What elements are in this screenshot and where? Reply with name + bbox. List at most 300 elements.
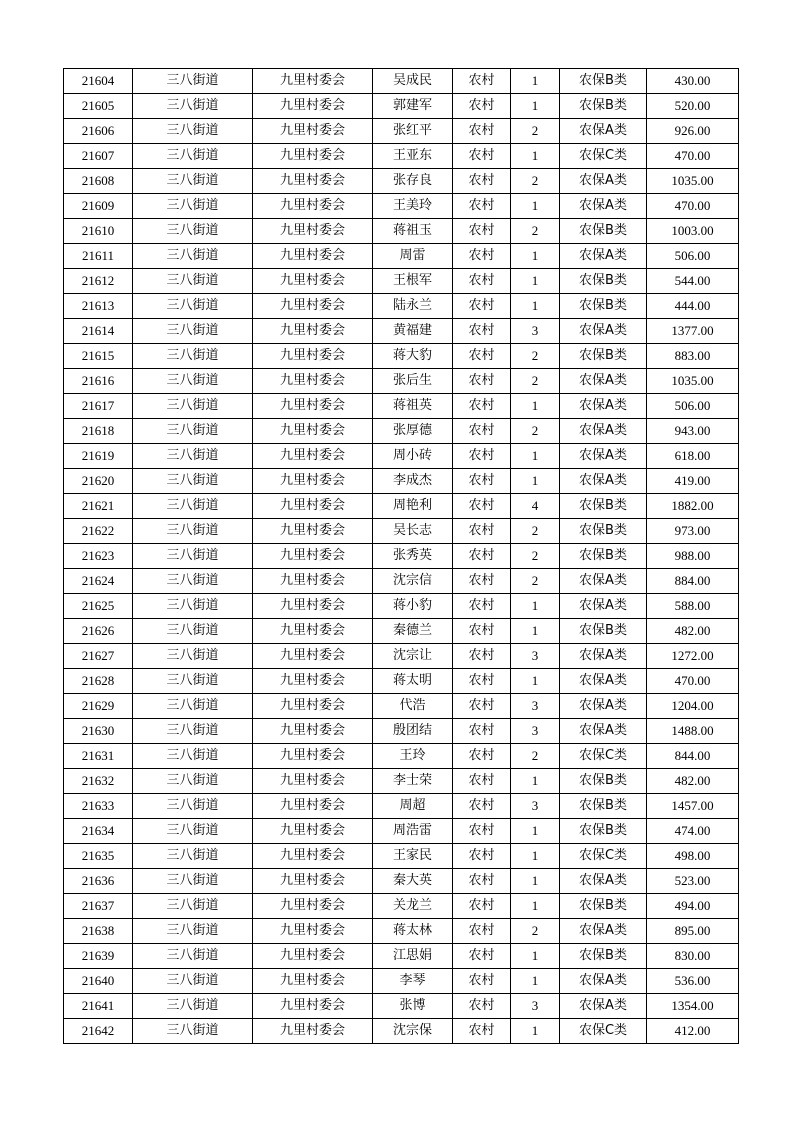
cell-id: 21611 <box>64 244 133 269</box>
cell-id: 21628 <box>64 669 133 694</box>
table-row <box>64 719 739 744</box>
cell-amount: 883.00 <box>647 344 739 369</box>
cell-name: 关龙兰 <box>373 894 453 919</box>
cell-street: 三八街道 <box>133 269 253 294</box>
cell-street: 三八街道 <box>133 994 253 1019</box>
cell-street: 三八街道 <box>133 619 253 644</box>
cell-village: 九里村委会 <box>253 669 373 694</box>
cell-street: 三八街道 <box>133 219 253 244</box>
cell-category: 农保A类 <box>560 444 647 469</box>
cell-type: 农村 <box>453 394 511 419</box>
cell-count: 1 <box>511 194 560 219</box>
table-row <box>64 669 739 694</box>
cell-id: 21631 <box>64 744 133 769</box>
table-row <box>64 494 739 519</box>
cell-id: 21619 <box>64 444 133 469</box>
cell-count: 1 <box>511 269 560 294</box>
cell-type: 农村 <box>453 169 511 194</box>
cell-name: 秦德兰 <box>373 619 453 644</box>
cell-village: 九里村委会 <box>253 419 373 444</box>
cell-type: 农村 <box>453 694 511 719</box>
cell-id: 21642 <box>64 1019 133 1044</box>
cell-street: 三八街道 <box>133 744 253 769</box>
cell-count: 1 <box>511 894 560 919</box>
table-row <box>64 194 739 219</box>
cell-village: 九里村委会 <box>253 494 373 519</box>
cell-type: 农村 <box>453 569 511 594</box>
cell-name: 吴成民 <box>373 69 453 94</box>
cell-id: 21608 <box>64 169 133 194</box>
cell-street: 三八街道 <box>133 194 253 219</box>
cell-amount: 536.00 <box>647 969 739 994</box>
cell-amount: 1377.00 <box>647 319 739 344</box>
cell-village: 九里村委会 <box>253 869 373 894</box>
cell-type: 农村 <box>453 94 511 119</box>
cell-village: 九里村委会 <box>253 194 373 219</box>
cell-count: 1 <box>511 444 560 469</box>
table-row <box>64 744 739 769</box>
cell-name: 吴长志 <box>373 519 453 544</box>
cell-type: 农村 <box>453 469 511 494</box>
cell-category: 农保C类 <box>560 844 647 869</box>
cell-street: 三八街道 <box>133 94 253 119</box>
cell-street: 三八街道 <box>133 369 253 394</box>
cell-type: 农村 <box>453 294 511 319</box>
beneficiary-table <box>63 68 739 1044</box>
cell-village: 九里村委会 <box>253 994 373 1019</box>
table-row <box>64 169 739 194</box>
cell-amount: 506.00 <box>647 394 739 419</box>
cell-category: 农保B类 <box>560 819 647 844</box>
cell-village: 九里村委会 <box>253 119 373 144</box>
cell-id: 21618 <box>64 419 133 444</box>
cell-street: 三八街道 <box>133 844 253 869</box>
cell-category: 农保C类 <box>560 144 647 169</box>
cell-street: 三八街道 <box>133 169 253 194</box>
cell-count: 3 <box>511 319 560 344</box>
cell-id: 21621 <box>64 494 133 519</box>
cell-category: 农保A类 <box>560 119 647 144</box>
cell-street: 三八街道 <box>133 119 253 144</box>
cell-name: 李成杰 <box>373 469 453 494</box>
cell-village: 九里村委会 <box>253 344 373 369</box>
cell-name: 张厚德 <box>373 419 453 444</box>
cell-count: 4 <box>511 494 560 519</box>
cell-id: 21609 <box>64 194 133 219</box>
cell-street: 三八街道 <box>133 519 253 544</box>
cell-name: 秦大英 <box>373 869 453 894</box>
cell-amount: 884.00 <box>647 569 739 594</box>
cell-amount: 1035.00 <box>647 169 739 194</box>
cell-street: 三八街道 <box>133 669 253 694</box>
cell-street: 三八街道 <box>133 569 253 594</box>
cell-category: 农保A类 <box>560 419 647 444</box>
cell-amount: 520.00 <box>647 94 739 119</box>
cell-amount: 470.00 <box>647 194 739 219</box>
cell-village: 九里村委会 <box>253 619 373 644</box>
cell-type: 农村 <box>453 869 511 894</box>
cell-name: 张存良 <box>373 169 453 194</box>
cell-category: 农保B类 <box>560 269 647 294</box>
cell-count: 1 <box>511 819 560 844</box>
cell-amount: 419.00 <box>647 469 739 494</box>
cell-type: 农村 <box>453 619 511 644</box>
cell-count: 2 <box>511 569 560 594</box>
cell-amount: 412.00 <box>647 1019 739 1044</box>
cell-category: 农保A类 <box>560 319 647 344</box>
table-row <box>64 219 739 244</box>
cell-category: 农保B类 <box>560 294 647 319</box>
cell-amount: 470.00 <box>647 669 739 694</box>
cell-village: 九里村委会 <box>253 144 373 169</box>
cell-name: 周浩雷 <box>373 819 453 844</box>
cell-amount: 444.00 <box>647 294 739 319</box>
cell-name: 陆永兰 <box>373 294 453 319</box>
table-row <box>64 1019 739 1044</box>
cell-street: 三八街道 <box>133 969 253 994</box>
cell-count: 1 <box>511 144 560 169</box>
cell-category: 农保B类 <box>560 894 647 919</box>
cell-name: 沈宗信 <box>373 569 453 594</box>
cell-village: 九里村委会 <box>253 294 373 319</box>
cell-count: 3 <box>511 994 560 1019</box>
cell-category: 农保C类 <box>560 1019 647 1044</box>
cell-category: 农保A类 <box>560 569 647 594</box>
cell-type: 农村 <box>453 644 511 669</box>
cell-name: 沈宗保 <box>373 1019 453 1044</box>
cell-id: 21624 <box>64 569 133 594</box>
cell-street: 三八街道 <box>133 1019 253 1044</box>
cell-name: 张红平 <box>373 119 453 144</box>
cell-id: 21604 <box>64 69 133 94</box>
cell-count: 2 <box>511 169 560 194</box>
cell-category: 农保B类 <box>560 944 647 969</box>
cell-amount: 926.00 <box>647 119 739 144</box>
cell-name: 周雷 <box>373 244 453 269</box>
table-row <box>64 444 739 469</box>
cell-type: 农村 <box>453 69 511 94</box>
cell-street: 三八街道 <box>133 919 253 944</box>
cell-count: 1 <box>511 969 560 994</box>
cell-category: 农保A类 <box>560 669 647 694</box>
cell-village: 九里村委会 <box>253 319 373 344</box>
cell-amount: 830.00 <box>647 944 739 969</box>
cell-category: 农保A类 <box>560 194 647 219</box>
cell-village: 九里村委会 <box>253 369 373 394</box>
cell-id: 21623 <box>64 544 133 569</box>
cell-village: 九里村委会 <box>253 94 373 119</box>
cell-category: 农保A类 <box>560 394 647 419</box>
cell-name: 沈宗让 <box>373 644 453 669</box>
table-row <box>64 544 739 569</box>
cell-name: 王玲 <box>373 744 453 769</box>
table-row <box>64 319 739 344</box>
cell-name: 黄福建 <box>373 319 453 344</box>
cell-type: 农村 <box>453 944 511 969</box>
cell-village: 九里村委会 <box>253 519 373 544</box>
cell-name: 王亚东 <box>373 144 453 169</box>
cell-village: 九里村委会 <box>253 719 373 744</box>
cell-category: 农保C类 <box>560 744 647 769</box>
cell-street: 三八街道 <box>133 769 253 794</box>
cell-type: 农村 <box>453 369 511 394</box>
cell-village: 九里村委会 <box>253 544 373 569</box>
cell-id: 21626 <box>64 619 133 644</box>
cell-category: 农保B类 <box>560 544 647 569</box>
cell-type: 农村 <box>453 669 511 694</box>
table-row <box>64 594 739 619</box>
cell-type: 农村 <box>453 594 511 619</box>
cell-type: 农村 <box>453 794 511 819</box>
cell-village: 九里村委会 <box>253 769 373 794</box>
cell-name: 周超 <box>373 794 453 819</box>
cell-category: 农保B类 <box>560 344 647 369</box>
cell-type: 农村 <box>453 969 511 994</box>
cell-name: 张博 <box>373 994 453 1019</box>
cell-street: 三八街道 <box>133 144 253 169</box>
cell-count: 3 <box>511 719 560 744</box>
cell-category: 农保A类 <box>560 644 647 669</box>
cell-id: 21638 <box>64 919 133 944</box>
cell-name: 张秀英 <box>373 544 453 569</box>
cell-street: 三八街道 <box>133 794 253 819</box>
cell-name: 蒋祖英 <box>373 394 453 419</box>
cell-id: 21606 <box>64 119 133 144</box>
cell-street: 三八街道 <box>133 344 253 369</box>
cell-category: 农保B类 <box>560 219 647 244</box>
cell-type: 农村 <box>453 319 511 344</box>
cell-type: 农村 <box>453 519 511 544</box>
cell-id: 21612 <box>64 269 133 294</box>
cell-village: 九里村委会 <box>253 644 373 669</box>
cell-count: 2 <box>511 744 560 769</box>
table-row <box>64 419 739 444</box>
cell-id: 21617 <box>64 394 133 419</box>
cell-street: 三八街道 <box>133 894 253 919</box>
cell-village: 九里村委会 <box>253 844 373 869</box>
cell-street: 三八街道 <box>133 394 253 419</box>
cell-type: 农村 <box>453 444 511 469</box>
cell-village: 九里村委会 <box>253 69 373 94</box>
cell-street: 三八街道 <box>133 69 253 94</box>
cell-village: 九里村委会 <box>253 244 373 269</box>
cell-category: 农保B类 <box>560 619 647 644</box>
cell-amount: 844.00 <box>647 744 739 769</box>
cell-type: 农村 <box>453 344 511 369</box>
cell-amount: 1457.00 <box>647 794 739 819</box>
table-row <box>64 919 739 944</box>
cell-village: 九里村委会 <box>253 269 373 294</box>
cell-id: 21615 <box>64 344 133 369</box>
cell-amount: 1882.00 <box>647 494 739 519</box>
cell-street: 三八街道 <box>133 494 253 519</box>
cell-count: 1 <box>511 594 560 619</box>
cell-category: 农保B类 <box>560 69 647 94</box>
cell-category: 农保B类 <box>560 794 647 819</box>
cell-amount: 430.00 <box>647 69 739 94</box>
cell-type: 农村 <box>453 1019 511 1044</box>
cell-street: 三八街道 <box>133 544 253 569</box>
cell-amount: 498.00 <box>647 844 739 869</box>
cell-name: 蒋太明 <box>373 669 453 694</box>
table-row <box>64 894 739 919</box>
cell-category: 农保A类 <box>560 919 647 944</box>
cell-category: 农保A类 <box>560 719 647 744</box>
cell-type: 农村 <box>453 144 511 169</box>
cell-amount: 1354.00 <box>647 994 739 1019</box>
cell-type: 农村 <box>453 819 511 844</box>
cell-id: 21639 <box>64 944 133 969</box>
cell-village: 九里村委会 <box>253 219 373 244</box>
cell-count: 2 <box>511 519 560 544</box>
cell-type: 农村 <box>453 244 511 269</box>
cell-village: 九里村委会 <box>253 794 373 819</box>
cell-amount: 895.00 <box>647 919 739 944</box>
cell-count: 2 <box>511 369 560 394</box>
cell-name: 王美玲 <box>373 194 453 219</box>
table-row <box>64 344 739 369</box>
cell-street: 三八街道 <box>133 719 253 744</box>
cell-name: 周艳利 <box>373 494 453 519</box>
cell-id: 21620 <box>64 469 133 494</box>
cell-type: 农村 <box>453 219 511 244</box>
cell-id: 21627 <box>64 644 133 669</box>
cell-count: 1 <box>511 244 560 269</box>
cell-category: 农保A类 <box>560 594 647 619</box>
cell-id: 21633 <box>64 794 133 819</box>
cell-name: 李琴 <box>373 969 453 994</box>
cell-amount: 973.00 <box>647 519 739 544</box>
cell-village: 九里村委会 <box>253 1019 373 1044</box>
cell-street: 三八街道 <box>133 869 253 894</box>
cell-count: 1 <box>511 769 560 794</box>
cell-category: 农保A类 <box>560 244 647 269</box>
cell-name: 蒋太林 <box>373 919 453 944</box>
cell-amount: 1035.00 <box>647 369 739 394</box>
cell-village: 九里村委会 <box>253 969 373 994</box>
cell-id: 21622 <box>64 519 133 544</box>
cell-name: 李士荣 <box>373 769 453 794</box>
cell-amount: 482.00 <box>647 619 739 644</box>
cell-count: 1 <box>511 944 560 969</box>
cell-count: 1 <box>511 1019 560 1044</box>
cell-village: 九里村委会 <box>253 394 373 419</box>
cell-count: 2 <box>511 919 560 944</box>
cell-street: 三八街道 <box>133 444 253 469</box>
cell-name: 江思娟 <box>373 944 453 969</box>
cell-count: 1 <box>511 869 560 894</box>
cell-category: 农保A类 <box>560 369 647 394</box>
table-row <box>64 844 739 869</box>
cell-amount: 988.00 <box>647 544 739 569</box>
table-row <box>64 519 739 544</box>
cell-amount: 1272.00 <box>647 644 739 669</box>
cell-village: 九里村委会 <box>253 569 373 594</box>
cell-village: 九里村委会 <box>253 744 373 769</box>
cell-type: 农村 <box>453 119 511 144</box>
cell-category: 农保B类 <box>560 769 647 794</box>
cell-village: 九里村委会 <box>253 169 373 194</box>
cell-amount: 1204.00 <box>647 694 739 719</box>
cell-amount: 618.00 <box>647 444 739 469</box>
cell-count: 1 <box>511 669 560 694</box>
cell-count: 3 <box>511 794 560 819</box>
cell-amount: 470.00 <box>647 144 739 169</box>
cell-village: 九里村委会 <box>253 444 373 469</box>
table-row <box>64 144 739 169</box>
table-row <box>64 644 739 669</box>
table-row <box>64 869 739 894</box>
cell-street: 三八街道 <box>133 319 253 344</box>
table-row <box>64 269 739 294</box>
cell-village: 九里村委会 <box>253 944 373 969</box>
cell-count: 1 <box>511 69 560 94</box>
cell-category: 农保A类 <box>560 469 647 494</box>
cell-amount: 1003.00 <box>647 219 739 244</box>
cell-type: 农村 <box>453 544 511 569</box>
cell-id: 21614 <box>64 319 133 344</box>
cell-id: 21629 <box>64 694 133 719</box>
cell-street: 三八街道 <box>133 594 253 619</box>
cell-count: 1 <box>511 94 560 119</box>
cell-id: 21605 <box>64 94 133 119</box>
cell-village: 九里村委会 <box>253 894 373 919</box>
cell-amount: 523.00 <box>647 869 739 894</box>
cell-name: 代浩 <box>373 694 453 719</box>
cell-street: 三八街道 <box>133 469 253 494</box>
cell-amount: 482.00 <box>647 769 739 794</box>
cell-id: 21640 <box>64 969 133 994</box>
cell-village: 九里村委会 <box>253 469 373 494</box>
cell-amount: 588.00 <box>647 594 739 619</box>
cell-village: 九里村委会 <box>253 694 373 719</box>
table-row <box>64 394 739 419</box>
cell-type: 农村 <box>453 269 511 294</box>
cell-name: 王根军 <box>373 269 453 294</box>
cell-name: 张后生 <box>373 369 453 394</box>
cell-amount: 506.00 <box>647 244 739 269</box>
cell-count: 2 <box>511 544 560 569</box>
cell-amount: 474.00 <box>647 819 739 844</box>
cell-count: 2 <box>511 219 560 244</box>
cell-count: 2 <box>511 344 560 369</box>
cell-name: 蒋小豹 <box>373 594 453 619</box>
cell-name: 周小砖 <box>373 444 453 469</box>
cell-id: 21636 <box>64 869 133 894</box>
table-row <box>64 69 739 94</box>
cell-amount: 544.00 <box>647 269 739 294</box>
table-row <box>64 769 739 794</box>
cell-count: 1 <box>511 844 560 869</box>
cell-street: 三八街道 <box>133 819 253 844</box>
table-row <box>64 369 739 394</box>
cell-category: 农保A类 <box>560 969 647 994</box>
cell-name: 蒋大豹 <box>373 344 453 369</box>
cell-type: 农村 <box>453 744 511 769</box>
cell-count: 1 <box>511 294 560 319</box>
cell-category: 农保B类 <box>560 494 647 519</box>
cell-type: 农村 <box>453 894 511 919</box>
cell-street: 三八街道 <box>133 944 253 969</box>
cell-street: 三八街道 <box>133 644 253 669</box>
table-row <box>64 819 739 844</box>
cell-count: 3 <box>511 694 560 719</box>
cell-id: 21630 <box>64 719 133 744</box>
cell-village: 九里村委会 <box>253 919 373 944</box>
table-body <box>64 69 739 1044</box>
cell-name: 殷团结 <box>373 719 453 744</box>
cell-type: 农村 <box>453 769 511 794</box>
